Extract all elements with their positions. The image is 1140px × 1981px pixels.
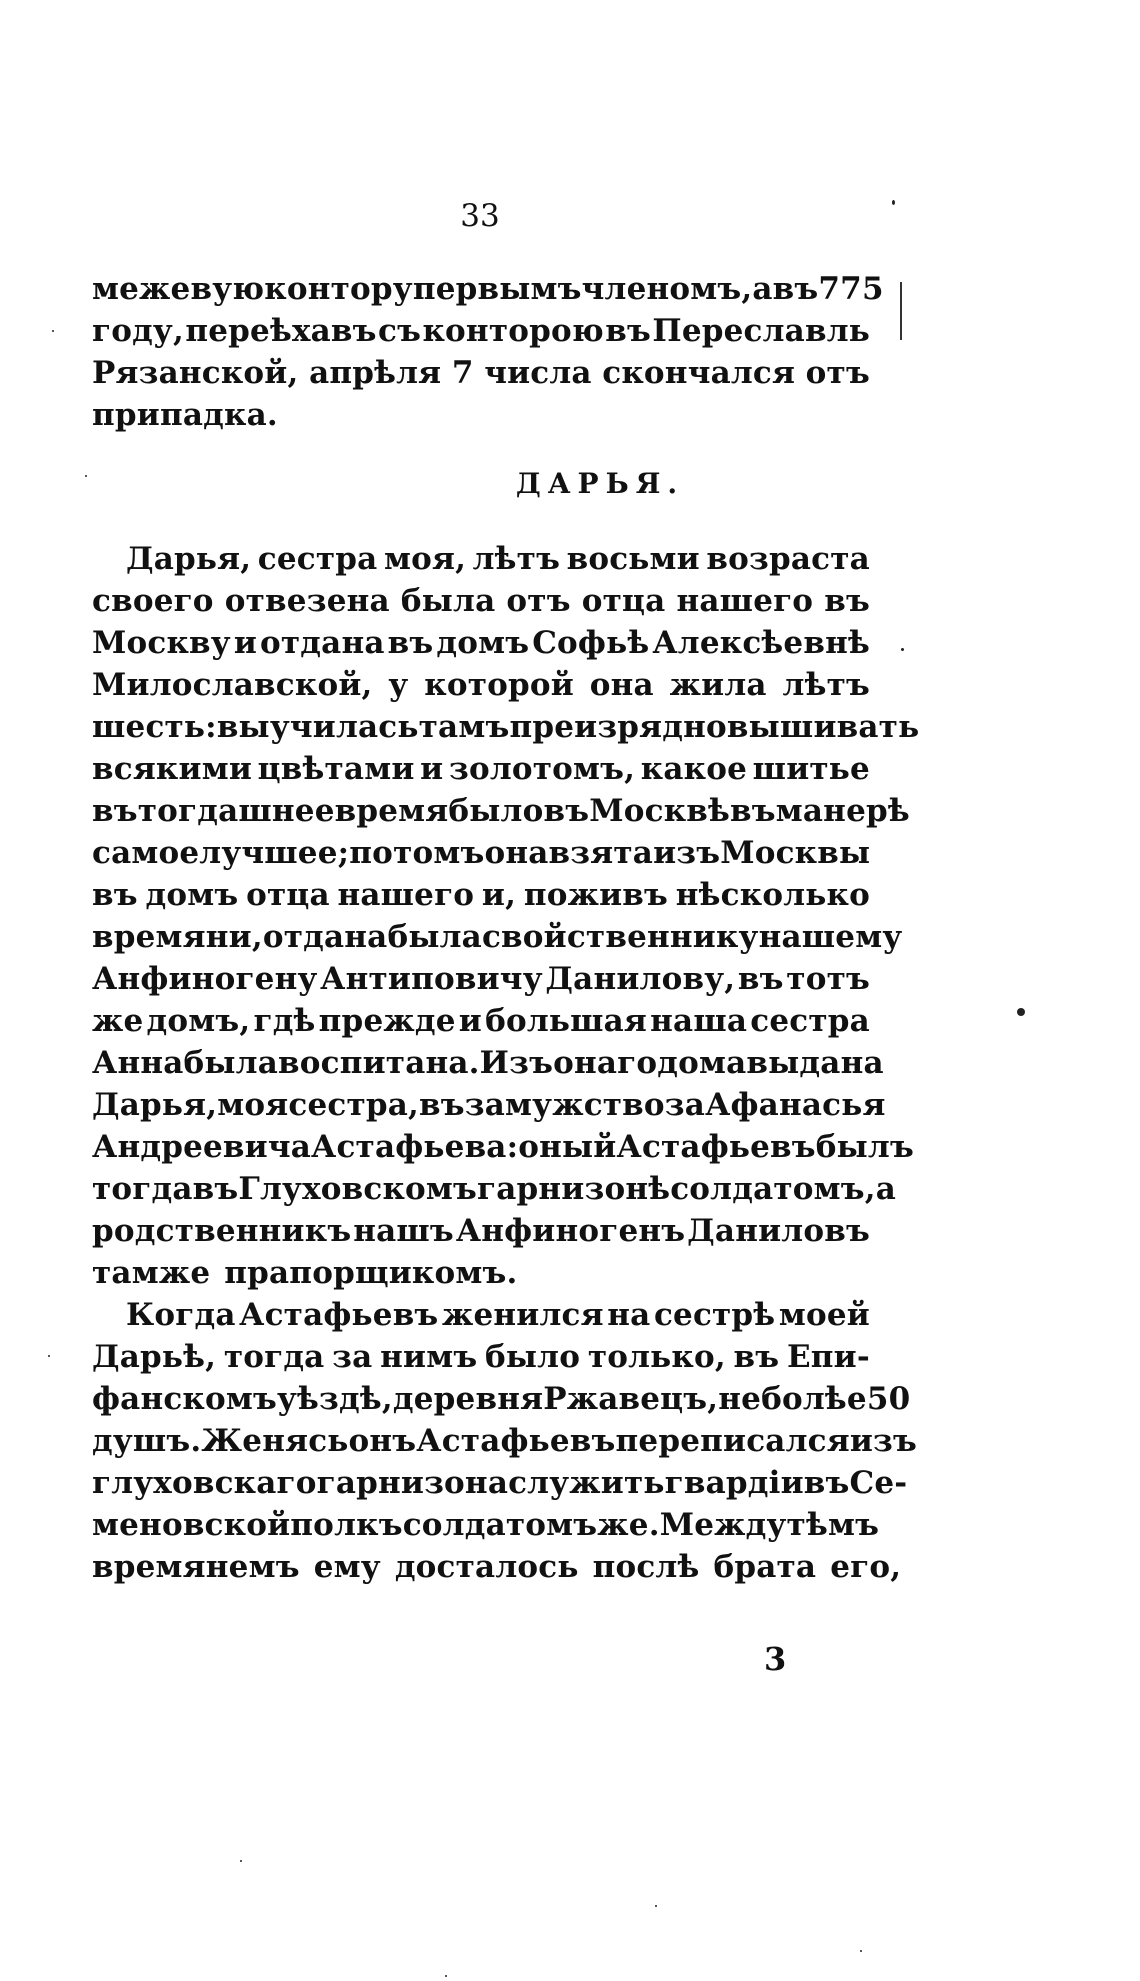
word: деревня [392, 1381, 544, 1417]
word: которой [424, 667, 574, 703]
text-line [92, 1084, 886, 1126]
word: была [400, 583, 496, 619]
word: Рязанской, [92, 355, 299, 391]
word: изъ [653, 835, 721, 871]
word: припадка. [92, 397, 278, 433]
word: нашему [758, 919, 903, 955]
word: въ [387, 625, 434, 661]
word: выучилась [216, 709, 419, 745]
word: первымъ [412, 271, 582, 307]
text-line [92, 958, 870, 1000]
word: уѣздѣ, [276, 1381, 393, 1417]
text-line [92, 622, 870, 664]
text-line [92, 538, 870, 580]
text-line [92, 1252, 870, 1294]
word: времяни, [92, 919, 263, 955]
word: сестра [750, 1003, 870, 1039]
word: въ [737, 961, 784, 997]
word: какое [640, 751, 748, 787]
word: жила [669, 667, 767, 703]
word: отдана [260, 625, 385, 661]
word: въ [92, 877, 138, 913]
word: межевую [92, 271, 265, 307]
text-line [92, 1504, 880, 1546]
word: Москвы [720, 835, 871, 871]
word: тамъ [418, 709, 510, 745]
word: году, [92, 313, 184, 349]
text-line [92, 310, 870, 352]
word: и [458, 1003, 482, 1039]
word: оный [518, 1129, 617, 1165]
paragraph-continuation [92, 268, 884, 436]
ink-speck [85, 475, 87, 477]
word: нашъ [353, 1213, 454, 1249]
word: родственникъ [92, 1213, 352, 1249]
word: отдана [262, 919, 388, 955]
word: въ [772, 271, 819, 307]
word: переѣхавъ [185, 313, 377, 349]
word: самое [92, 835, 200, 871]
word: было [448, 793, 544, 829]
word: воспитана. [278, 1045, 480, 1081]
word: Андреевича [92, 1129, 312, 1165]
word: Даниловъ [687, 1213, 870, 1249]
word: на [607, 1297, 651, 1333]
word: тамже [92, 1255, 211, 1291]
word: нашего [337, 877, 475, 913]
word: только, [587, 1339, 726, 1375]
word: числа [484, 355, 592, 391]
word: досталось [394, 1549, 579, 1585]
word: свойственнику [481, 919, 759, 955]
ink-speck [52, 330, 54, 332]
word: отъ [805, 355, 870, 391]
word: гдѣ [253, 1003, 316, 1039]
word: солдатомъ [402, 1507, 598, 1543]
text-line [92, 1546, 902, 1588]
word: женился [441, 1297, 604, 1333]
word: Анна [92, 1045, 184, 1081]
word: глуховскаго [92, 1465, 317, 1501]
word: тотъ [786, 961, 870, 997]
text-line [92, 1168, 897, 1210]
word: конторою [422, 313, 604, 349]
word: онъ [348, 1423, 417, 1459]
word: Астафьевъ [416, 1423, 616, 1459]
word: Милославской, [92, 667, 373, 703]
word: полкъ [290, 1507, 403, 1543]
word: потомъ [349, 835, 485, 871]
word: въ [605, 313, 651, 349]
word: скончался [602, 355, 796, 391]
word: послѣ [592, 1549, 700, 1585]
word: въ [419, 1087, 465, 1123]
word: замужство [464, 1087, 665, 1123]
word: не [718, 1381, 762, 1417]
word: Между [659, 1507, 787, 1543]
word: домъ, [146, 1003, 251, 1039]
word: Дарья, [126, 541, 252, 577]
text-line [92, 706, 920, 748]
text-line [92, 394, 870, 436]
word: Москву [92, 625, 231, 661]
ink-speck [445, 1975, 447, 1977]
word: лѣтъ [782, 667, 870, 703]
word: Астафьева: [311, 1129, 519, 1165]
word: домъ [145, 877, 239, 913]
word: Дарьѣ, [92, 1339, 217, 1375]
word: поживъ [523, 877, 669, 913]
word: въ [730, 793, 776, 829]
text-line [92, 790, 910, 832]
word: преизрядно [509, 709, 727, 745]
word: фанскомъ [92, 1381, 277, 1417]
word: былъ [815, 1129, 914, 1165]
word: 775 [818, 271, 884, 307]
text-line [92, 664, 870, 706]
word: Епи- [786, 1339, 870, 1375]
ink-speck [1017, 1008, 1025, 1016]
word: Изъ [479, 1045, 554, 1081]
word: было [485, 1339, 581, 1375]
text-line [92, 1462, 908, 1504]
word: дома [657, 1045, 747, 1081]
word: Астафьевъ [239, 1297, 439, 1333]
text-line [92, 1336, 870, 1378]
text-line [92, 1000, 870, 1042]
text-line [92, 1042, 884, 1084]
word: онаго [553, 1045, 658, 1081]
ink-speck [901, 648, 904, 651]
word: сестра [257, 541, 378, 577]
word: Афанасья [705, 1087, 886, 1123]
word: тогда [223, 1339, 325, 1375]
margin-bracket-mark [900, 282, 902, 340]
word: Софьѣ [532, 625, 650, 661]
word: Се- [849, 1465, 908, 1501]
paragraph-darya [92, 538, 920, 1294]
text-line [92, 916, 903, 958]
word: Алексѣевнѣ [652, 625, 870, 661]
word: 7 [451, 355, 474, 391]
word: моей [778, 1297, 870, 1333]
ink-speck [240, 1860, 242, 1862]
word: шитье [752, 751, 870, 787]
word: Астафьевъ [616, 1129, 816, 1165]
word: контору [264, 271, 413, 307]
signature-mark: 3 [764, 1640, 787, 1678]
text-line [92, 268, 884, 310]
word: сестра, [288, 1087, 420, 1123]
page-number: 33 [460, 198, 500, 234]
word: ему [313, 1549, 381, 1585]
word: сестрѣ [653, 1297, 776, 1333]
word: Данилову, [545, 961, 736, 997]
word: меновской [92, 1507, 291, 1543]
word: взята [548, 835, 654, 871]
word: гвардіи [664, 1465, 804, 1501]
word: всякими [92, 751, 253, 787]
word: у [388, 667, 409, 703]
word: Женясь [201, 1423, 349, 1459]
word: брата [713, 1549, 817, 1585]
word: восьми [566, 541, 700, 577]
word: Ржавецъ, [543, 1381, 719, 1417]
word: апрѣля [309, 355, 442, 391]
word: была [387, 919, 482, 955]
word: а [752, 271, 773, 307]
word: а [875, 1171, 897, 1207]
ink-speck [655, 1905, 657, 1907]
word: гарнизона [316, 1465, 509, 1501]
word: Дарья, [92, 1087, 218, 1123]
word: Переславль [652, 313, 870, 349]
word: прежде [318, 1003, 456, 1039]
word: въ [803, 1465, 850, 1501]
word: отвезена [224, 583, 390, 619]
word: манерѣ [775, 793, 910, 829]
word: въ [92, 793, 138, 829]
word: отъ [506, 583, 571, 619]
word: отца [246, 877, 330, 913]
word: нашего [676, 583, 814, 619]
word: шесть: [92, 709, 217, 745]
word: Антиповичу [320, 961, 543, 997]
text-line [92, 748, 870, 790]
word: Глуховскомъ [238, 1171, 478, 1207]
word: 50 [866, 1381, 911, 1417]
word: отца [581, 583, 666, 619]
word: цвѣтами [257, 751, 415, 787]
word: переписался [615, 1423, 850, 1459]
ink-speck [892, 200, 895, 205]
word: за [332, 1339, 373, 1375]
ink-speck [860, 1950, 862, 1952]
word: лѣтъ [472, 541, 561, 577]
text-line [92, 832, 870, 874]
word: возраста [706, 541, 870, 577]
text-line [92, 352, 870, 394]
word: солдатомъ, [670, 1171, 876, 1207]
ink-speck [48, 1355, 50, 1357]
word: время [334, 793, 449, 829]
text-line [92, 1378, 911, 1420]
word: домъ [436, 625, 530, 661]
word: моя [217, 1087, 289, 1123]
word: его, [830, 1549, 902, 1585]
word: Анфиногенъ [455, 1213, 686, 1249]
text-line [92, 580, 870, 622]
word: тѣмъ [786, 1507, 880, 1543]
text-line [92, 874, 870, 916]
word: моя, [383, 541, 467, 577]
word: въ [824, 583, 870, 619]
word: въ [733, 1339, 780, 1375]
word: изъ [849, 1423, 917, 1459]
word: Анфиногену [92, 961, 318, 997]
word: и, [481, 877, 517, 913]
word: тогда [92, 1171, 193, 1207]
word: нимъ [380, 1339, 478, 1375]
word: съ [378, 313, 422, 349]
text-line [92, 1126, 914, 1168]
word: была [183, 1045, 279, 1081]
word: и [420, 751, 444, 787]
word: служить [508, 1465, 665, 1501]
word: нѣсколько [675, 877, 870, 913]
word: же. [597, 1507, 660, 1543]
word: вышивать [726, 709, 920, 745]
text-line [92, 1210, 870, 1252]
word: тогдашнее [137, 793, 335, 829]
word: членомъ, [581, 271, 753, 307]
word: Когда [126, 1297, 236, 1333]
word: за [664, 1087, 706, 1123]
word: наша [650, 1003, 748, 1039]
word: выдана [746, 1045, 884, 1081]
word: прапорщикомъ. [224, 1255, 518, 1291]
word: времянемъ [92, 1549, 300, 1585]
word: Москвѣ [589, 793, 731, 829]
text-line [92, 1294, 870, 1336]
word: большая [485, 1003, 648, 1039]
word: она [589, 667, 654, 703]
word: гарнизонѣ [477, 1171, 671, 1207]
paragraph-astafyev [92, 1294, 917, 1588]
word: болѣе [761, 1381, 867, 1417]
word: въ [543, 793, 590, 829]
word: она [484, 835, 549, 871]
word: золотомъ, [448, 751, 636, 787]
word: душъ. [92, 1423, 202, 1459]
word: и [233, 625, 258, 661]
section-heading: ДАРЬЯ. [515, 467, 685, 500]
text-line [92, 1420, 917, 1462]
word: же [92, 1003, 144, 1039]
word: лучшее; [199, 835, 350, 871]
word: въ [192, 1171, 239, 1207]
word: своего [92, 583, 214, 619]
